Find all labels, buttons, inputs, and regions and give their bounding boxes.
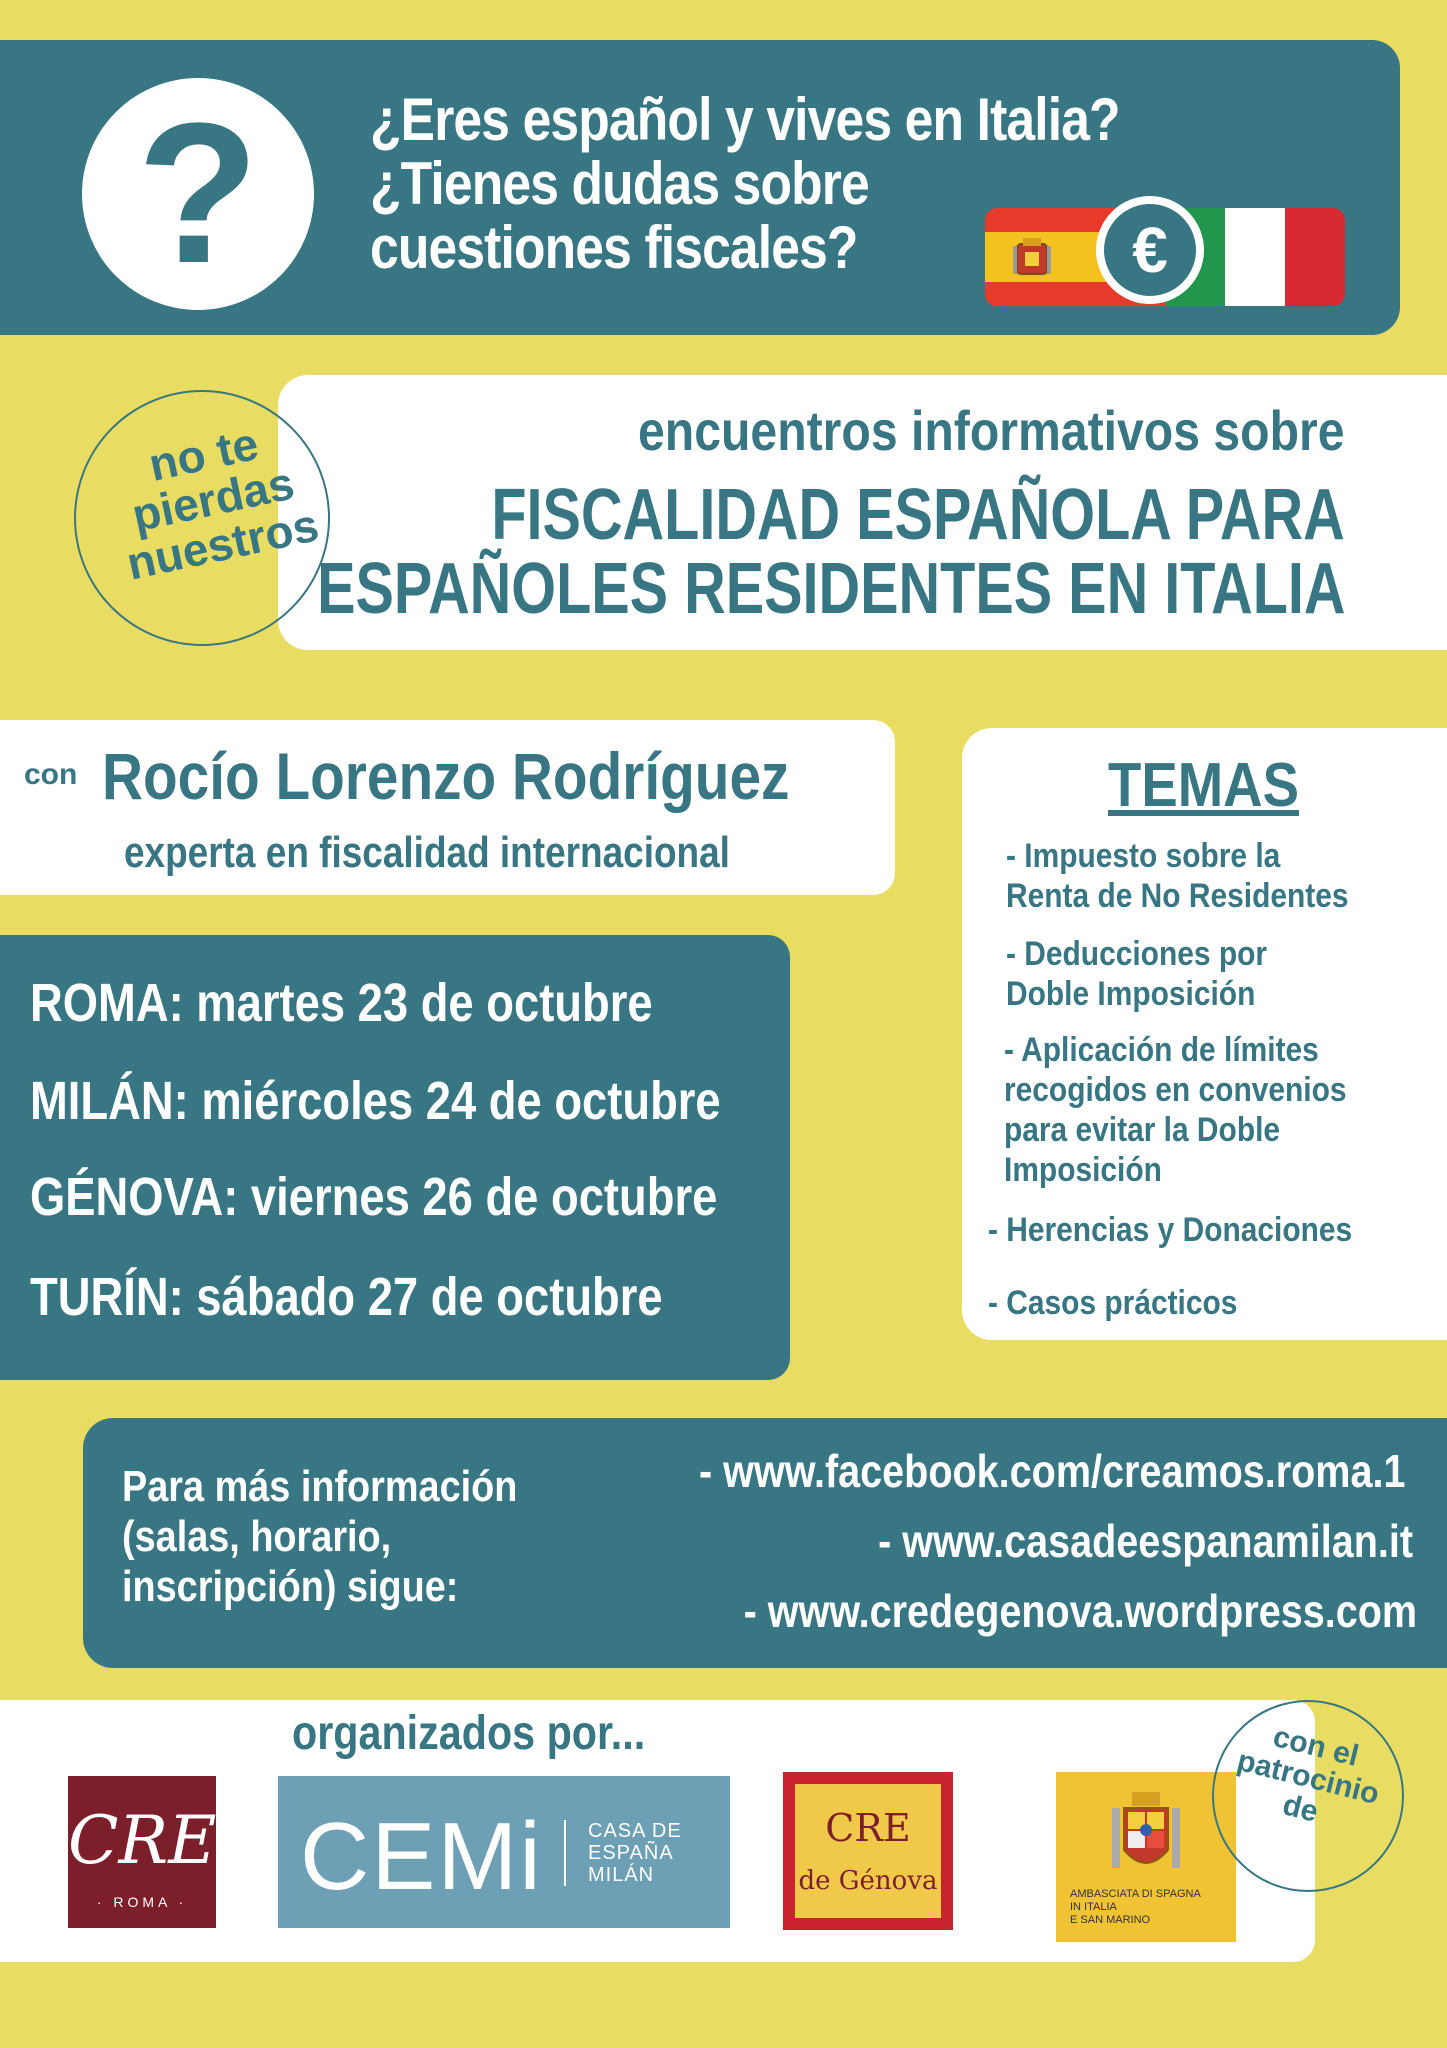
tema-item: - Aplicación de límites recogidos en convenios para evitar la Doble Imposición bbox=[1004, 1031, 1347, 1189]
cemi-logo-divider bbox=[564, 1820, 566, 1886]
date-roma: ROMA: martes 23 de octubre bbox=[30, 973, 653, 1033]
title-line-2: ESPAÑOLES RESIDENTES EN ITALIA bbox=[316, 549, 1345, 629]
info-line: inscripción) sigue: bbox=[122, 1562, 459, 1611]
cre-genova-logo-subtext: de Génova bbox=[798, 1866, 938, 1896]
italy-flag-red bbox=[1285, 208, 1345, 306]
cre-roma-logo-subtext: · ROMA · bbox=[96, 1894, 188, 1910]
info-text bbox=[122, 1462, 517, 1612]
header-line-2: ¿Tienes dudas sobre bbox=[370, 150, 869, 217]
header-line-1: ¿Eres español y vives en Italia? bbox=[370, 86, 1120, 153]
spain-crest-icon bbox=[1013, 234, 1051, 280]
embassy-text-line: AMBASCIATA DI SPAGNA bbox=[1070, 1888, 1201, 1900]
euro-icon: € bbox=[1096, 196, 1204, 304]
cemi-subtext-line: CASA DE bbox=[588, 1820, 682, 1842]
info-line: Para más información bbox=[122, 1462, 518, 1511]
cre-roma-logo bbox=[68, 1776, 216, 1928]
header-line-3: cuestiones fiscales? bbox=[370, 214, 858, 281]
link-facebook[interactable]: - www.facebook.com/creamos.roma.1 bbox=[698, 1445, 1405, 1497]
cre-genova-logo bbox=[783, 1772, 953, 1930]
speaker-prefix: con bbox=[24, 758, 78, 791]
cre-genova-logo-inner bbox=[795, 1784, 941, 1918]
cre-roma-logo-text: CRE bbox=[68, 1802, 217, 1879]
tema-item: - Deducciones por Doble Imposición bbox=[1006, 935, 1268, 1013]
link-casa-espana-milan[interactable]: - www.casadeespanamilan.it bbox=[878, 1515, 1413, 1567]
spain-coat-of-arms-icon bbox=[1106, 1790, 1186, 1884]
info-line: (salas, horario, bbox=[122, 1512, 392, 1561]
date-turin: TURÍN: sábado 27 de octubre bbox=[30, 1267, 663, 1327]
cre-genova-logo-text: CRE bbox=[825, 1806, 911, 1850]
speaker-role: experta en fiscalidad internacional bbox=[124, 828, 730, 877]
cemi-logo-subtext bbox=[588, 1820, 682, 1886]
link-cre-genova[interactable]: - www.credegenova.wordpress.com bbox=[743, 1585, 1417, 1637]
cemi-subtext-line: ESPAÑA bbox=[588, 1842, 674, 1864]
embassy-text-line: IN ITALIA bbox=[1070, 1901, 1117, 1913]
cemi-subtext-line: MILÁN bbox=[588, 1864, 655, 1886]
embassy-logo bbox=[1056, 1772, 1236, 1942]
title-line-1: FISCALIDAD ESPAÑOLA PARA bbox=[491, 475, 1345, 555]
temas-title: TEMAS bbox=[1108, 751, 1299, 820]
question-mark-icon: ? bbox=[82, 78, 314, 310]
tema-item: - Impuesto sobre la Renta de No Residentes bbox=[1006, 837, 1349, 915]
italy-flag-white bbox=[1225, 208, 1285, 306]
date-milan: MILÁN: miércoles 24 de octubre bbox=[30, 1071, 721, 1131]
title-subheading: encuentros informativos sobre bbox=[638, 399, 1345, 462]
embassy-text-line: E SAN MARINO bbox=[1070, 1914, 1151, 1926]
patronage-text: con el patrocinio de bbox=[1233, 1719, 1383, 1829]
tema-item: - Herencias y Donaciones bbox=[988, 1211, 1353, 1249]
tema-item: - Casos prácticos bbox=[988, 1284, 1238, 1322]
cemi-logo bbox=[278, 1776, 730, 1928]
organizers-title: organizados por... bbox=[292, 1707, 646, 1760]
embassy-logo-text bbox=[1070, 1888, 1230, 1927]
cemi-logo-text: CEMi bbox=[300, 1803, 543, 1910]
stamp-text: no te pierdas nuestros bbox=[122, 417, 323, 590]
speaker-name: Rocío Lorenzo Rodríguez bbox=[102, 739, 790, 813]
date-genova: GÉNOVA: viernes 26 de octubre bbox=[30, 1167, 718, 1227]
